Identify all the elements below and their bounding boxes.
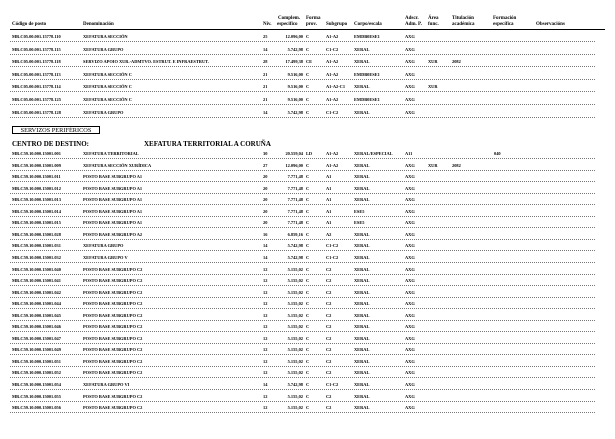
cell-code: MR.C59.10.000.15001.028 xyxy=(12,231,61,237)
cell-name: XEFATURA GRUPO xyxy=(83,46,124,52)
cell-level: 20 xyxy=(263,208,268,214)
cell-name: POSTO BASE SUBGRUPO C2 xyxy=(83,278,143,284)
cell-name: POSTO BASE SUBGRUPO C2 xyxy=(83,370,143,376)
cell-subgrupo: C2 xyxy=(326,289,332,295)
header-nivel: Nív. xyxy=(263,22,272,27)
cell-forma: C xyxy=(306,405,310,411)
cell-adscr: AXG xyxy=(405,243,415,249)
cell-forma: C xyxy=(306,335,310,341)
cell-forma: C xyxy=(306,266,310,272)
cell-forma: C xyxy=(306,370,310,376)
cell-adscr: AXG xyxy=(405,71,415,77)
cell-code: MR.C59.10.000.15001.013 xyxy=(12,197,61,203)
cell-corpo: XERAL xyxy=(354,266,370,272)
cell-adscr: AXG xyxy=(405,97,415,102)
cell-code: MR.C59.10.000.15001.051 xyxy=(12,358,61,364)
row-separator xyxy=(10,354,595,355)
cell-complem: 6.859,16 xyxy=(287,231,303,237)
cell-complem: 5.742,98 xyxy=(287,243,303,249)
cell-area: XUR xyxy=(428,162,438,168)
cell-forma: C xyxy=(306,231,310,237)
row-separator xyxy=(10,274,595,275)
row-separator xyxy=(10,54,595,55)
cell-subgrupo: A1 xyxy=(326,185,332,191)
cell-code: MR.C59.10.000.15001.014 xyxy=(12,208,61,214)
cell-adscr: AXG xyxy=(405,109,415,115)
cell-obs: 040 xyxy=(494,151,501,156)
cell-adscr: AXG xyxy=(405,197,415,203)
cell-corpo: XERAL xyxy=(354,185,370,191)
row-separator xyxy=(10,366,595,367)
cell-corpo: ESE5 xyxy=(354,220,365,226)
row-separator xyxy=(10,41,595,42)
cell-corpo: XERAL xyxy=(354,231,370,237)
cell-name: XEFATURA GRUPO VI xyxy=(83,382,130,387)
header-complem-l2: especifico xyxy=(277,22,298,27)
cell-adscr: AXG xyxy=(405,254,415,260)
cell-subgrupo: C1-C2 xyxy=(326,243,339,249)
cell-name: POSTO BASE SUBGRUPO C2 xyxy=(83,393,143,399)
cell-complem: 5.742,98 xyxy=(287,254,303,260)
cell-complem: 5.155,02 xyxy=(287,266,303,272)
header-adscr-l1: Adscr. xyxy=(405,16,419,21)
cell-code: MR.C59.10.000.15001.046 xyxy=(12,324,61,330)
cell-subgrupo: C2 xyxy=(326,358,332,364)
cell-corpo: XERAL xyxy=(354,84,370,90)
cell-corpo: XERAL xyxy=(354,335,370,341)
cell-code: MR.C05.00.001.15778.128 xyxy=(12,109,61,115)
row-separator xyxy=(10,170,595,171)
cell-subgrupo: A1-A2 xyxy=(326,71,339,77)
cell-adscr: AXG xyxy=(405,278,415,284)
cell-name: POSTO BASE SUBGRUPO A1 xyxy=(83,185,143,191)
cell-level: 14 xyxy=(263,109,268,115)
header-observaciones: Observacións xyxy=(536,22,565,27)
row-separator xyxy=(10,117,595,118)
cell-level: 20 xyxy=(263,197,268,203)
cell-complem: 12.096,00 xyxy=(285,162,303,168)
cell-code: MR.C05.00.001.15778.115 xyxy=(12,46,61,52)
cell-name: POSTO BASE SUBGRUPO C2 xyxy=(83,289,143,295)
cell-area: XUR xyxy=(428,59,438,65)
cell-code: MR.C59.10.000.15001.031 xyxy=(12,243,61,249)
row-separator xyxy=(10,91,595,92)
cell-code: MR.C05.00.001.15778.110 xyxy=(12,34,61,39)
cell-name: XEFATURA SECCIÓN XURÍDICA xyxy=(83,162,152,168)
cell-forma: C xyxy=(306,243,310,249)
row-separator xyxy=(10,412,595,413)
cell-corpo: XERAL xyxy=(354,162,370,168)
cell-adscr: AXG xyxy=(405,301,415,307)
row-separator xyxy=(10,216,595,217)
cell-code: MR.C05.00.001.15778.125 xyxy=(12,97,61,102)
cell-corpo: XERAL xyxy=(354,324,370,330)
cell-forma: C xyxy=(306,382,310,387)
cell-subgrupo: C1-C2 xyxy=(326,254,339,260)
cell-subgrupo: C2 xyxy=(326,266,332,272)
cell-level: 14 xyxy=(263,46,268,52)
header-titulacion-l1: Titulación xyxy=(452,16,474,21)
cell-corpo: XERAL xyxy=(354,405,370,411)
cell-complem: 5.155,02 xyxy=(287,405,303,411)
cell-complem: 17.499,38 xyxy=(285,59,303,65)
cell-adscr: AXG xyxy=(405,405,415,411)
cell-level: 21 xyxy=(263,71,268,77)
cell-forma: C xyxy=(306,289,310,295)
cell-level: 21 xyxy=(263,84,268,90)
cell-level: 21 xyxy=(263,97,268,102)
cell-forma: C xyxy=(306,109,310,115)
cell-level: 28 xyxy=(263,59,268,65)
cell-corpo: XERAL xyxy=(354,289,370,295)
cell-level: 12 xyxy=(263,335,268,341)
cell-forma: C xyxy=(306,185,310,191)
row-separator xyxy=(10,389,595,390)
cell-code: MR.C59.10.000.15001.042 xyxy=(12,289,61,295)
cell-level: 14 xyxy=(263,243,268,249)
cell-level: 12 xyxy=(263,289,268,295)
cell-name: POSTO BASE SUBGRUPO C2 xyxy=(83,405,143,411)
cell-corpo: EMDB0ESE1 xyxy=(354,97,380,102)
cell-name: XEFATURA GRUPO xyxy=(83,243,124,249)
cell-code: MR.C59.10.000.15001.047 xyxy=(12,335,61,341)
row-separator xyxy=(10,343,595,344)
cell-adscr: AXG xyxy=(405,370,415,376)
cell-complem: 7.771,48 xyxy=(287,208,303,214)
cell-name: XEFATURA SECCIÓN C xyxy=(83,97,132,102)
cell-forma: C xyxy=(306,97,310,102)
cell-subgrupo: C2 xyxy=(326,393,332,399)
header-adscr-l2: Adm. P. xyxy=(405,22,422,27)
row-separator xyxy=(10,377,595,378)
cell-corpo: XERAL xyxy=(354,174,370,180)
cell-level: 12 xyxy=(263,278,268,284)
cell-subgrupo: A1-A2-C1 xyxy=(326,84,346,90)
cell-forma: C xyxy=(306,324,310,330)
cell-corpo: EMDB0ESE1 xyxy=(354,71,380,77)
cell-level: 12 xyxy=(263,358,268,364)
cell-complem: 5.742,98 xyxy=(287,46,303,52)
cell-complem: 9.516,00 xyxy=(287,71,303,77)
cell-subgrupo: C2 xyxy=(326,278,332,284)
cell-corpo: ESE5 xyxy=(354,208,365,214)
cell-subgrupo: A1 xyxy=(326,220,332,226)
cell-name: POSTO BASE SUBGRUPO C2 xyxy=(83,312,143,318)
cell-area: XUR xyxy=(428,84,438,90)
cell-complem: 5.155,02 xyxy=(287,301,303,307)
cell-code: MR.C05.00.001.15778.114 xyxy=(12,84,61,90)
cell-corpo: XERAL xyxy=(354,301,370,307)
row-separator xyxy=(10,104,595,105)
row-separator xyxy=(10,285,595,286)
header-subgrupo: Subgrupo xyxy=(326,22,348,27)
cell-code: MR.C59.10.000.15001.012 xyxy=(12,185,61,191)
row-separator xyxy=(10,331,595,332)
row-separator xyxy=(10,79,595,80)
cell-complem: 5.155,02 xyxy=(287,312,303,318)
row-separator xyxy=(10,297,595,298)
cell-level: 20 xyxy=(263,220,268,226)
cell-complem: 5.155,02 xyxy=(287,324,303,330)
servizos-perifericos-button[interactable]: SERVIZOS PERIFÉRICOS xyxy=(12,126,100,134)
cell-name: XEFATURA SECCIÓN xyxy=(83,34,128,39)
cell-forma: C xyxy=(306,208,310,214)
cell-complem: 20.559,04 xyxy=(285,151,303,156)
cell-adscr: AXG xyxy=(405,185,415,191)
header-complem-l1: Complem. xyxy=(278,16,301,21)
row-separator xyxy=(10,308,595,309)
cell-complem: 5.155,02 xyxy=(287,335,303,341)
cell-adscr: AXG xyxy=(405,34,415,39)
cell-forma: LD xyxy=(306,151,313,156)
cell-level: 12 xyxy=(263,393,268,399)
cell-level: 27 xyxy=(263,162,268,168)
cell-name: XEFATURA SECCIÓN C xyxy=(83,71,132,77)
cell-name: POSTO BASE SUBGRUPO A1 xyxy=(83,208,143,214)
cell-level: 12 xyxy=(263,301,268,307)
cell-forma: C xyxy=(306,84,310,90)
cell-adscr: AXG xyxy=(405,174,415,180)
cell-subgrupo: C2 xyxy=(326,370,332,376)
cell-complem: 7.771,48 xyxy=(287,185,303,191)
cell-subgrupo: A2 xyxy=(326,231,332,237)
cell-forma: C xyxy=(306,393,310,399)
cell-code: MR.C59.10.000.15001.049 xyxy=(12,347,61,353)
cell-subgrupo: A1 xyxy=(326,208,332,214)
cell-name: XEFATURA GRUPO V xyxy=(83,254,128,260)
cell-adscr: AXG xyxy=(405,84,415,90)
cell-forma: C xyxy=(306,278,310,284)
header-area-l1: Área xyxy=(428,16,439,21)
cell-level: 25 xyxy=(263,34,268,39)
cell-level: 12 xyxy=(263,324,268,330)
cell-name: XEFATURA GRUPO xyxy=(83,109,124,115)
cell-corpo: XERAL/ESPECIAL xyxy=(354,151,393,156)
header-forma-l2: prov. xyxy=(306,22,317,27)
cell-adscr: AXG xyxy=(405,231,415,237)
cell-name: POSTO BASE SUBGRUPO C2 xyxy=(83,335,143,341)
cell-subgrupo: C2 xyxy=(326,335,332,341)
cell-forma: C xyxy=(306,34,310,39)
row-separator xyxy=(10,66,595,67)
cell-level: 16 xyxy=(263,231,268,237)
row-separator xyxy=(10,181,595,182)
cell-subgrupo: A1-A2 xyxy=(326,162,339,168)
cell-level: 12 xyxy=(263,347,268,353)
cell-code: MR.C05.00.001.15778.113 xyxy=(12,71,61,77)
cell-forma: C xyxy=(306,162,310,168)
cell-complem: 5.155,02 xyxy=(287,393,303,399)
cell-code: MR.C59.10.000.15001.054 xyxy=(12,382,61,387)
cell-adscr: AXG xyxy=(405,347,415,353)
cell-adscr: AXG xyxy=(405,335,415,341)
cell-name: POSTO BASE SUBGRUPO C2 xyxy=(83,358,143,364)
cell-subgrupo: A1 xyxy=(326,174,332,180)
cell-code: MR.C59.10.000.15001.041 xyxy=(12,278,61,284)
cell-subgrupo: C1-C2 xyxy=(326,382,339,387)
cell-corpo: XERAL xyxy=(354,109,370,115)
cell-subgrupo: C1-C2 xyxy=(326,109,339,115)
cell-code: MR.C59.10.000.15001.052 xyxy=(12,370,61,376)
cell-corpo: XERAL xyxy=(354,370,370,376)
cell-adscr: AXG xyxy=(405,208,415,214)
cell-complem: 7.771,48 xyxy=(287,197,303,203)
cell-forma: C xyxy=(306,301,310,307)
row-separator xyxy=(10,250,595,251)
cell-forma: CE xyxy=(306,59,313,65)
centro-label: CENTRO DE DESTINO: xyxy=(12,140,90,148)
cell-forma: C xyxy=(306,347,310,353)
cell-code: MR.C05.00.001.15778.118 xyxy=(12,59,61,65)
cell-subgrupo: C2 xyxy=(326,312,332,318)
cell-complem: 5.155,02 xyxy=(287,358,303,364)
cell-adscr: AXG xyxy=(405,382,415,387)
row-separator xyxy=(10,158,595,159)
header-rule xyxy=(10,29,605,30)
cell-code: MR.C59.10.000.15001.009 xyxy=(12,162,61,168)
cell-level: 12 xyxy=(263,370,268,376)
row-separator xyxy=(10,262,595,263)
cell-level: 20 xyxy=(263,174,268,180)
cell-corpo: XERAL xyxy=(354,358,370,364)
cell-complem: 9.516,00 xyxy=(287,84,303,90)
cell-forma: C xyxy=(306,358,310,364)
cell-level: 20 xyxy=(263,185,268,191)
cell-complem: 12.096,00 xyxy=(285,34,303,39)
cell-subgrupo: C1-C2 xyxy=(326,46,339,52)
cell-name: XEFATURA TERRITORIAL xyxy=(83,151,139,156)
cell-name: POSTO BASE SUBGRUPO C2 xyxy=(83,266,143,272)
cell-corpo: XERAL xyxy=(354,243,370,249)
cell-code: MR.C59.10.000.15001.032 xyxy=(12,254,61,260)
cell-complem: 5.155,02 xyxy=(287,347,303,353)
cell-subgrupo: A1-A2 xyxy=(326,34,339,39)
header-area-l2: func. xyxy=(428,22,439,27)
cell-corpo: XERAL xyxy=(354,59,370,65)
cell-forma: C xyxy=(306,312,310,318)
cell-corpo: EMDB0ESE1 xyxy=(354,34,380,39)
centro-value: XEFATURA TERRITORIAL A CORUÑA xyxy=(144,140,271,148)
header-forma-l1: Forma xyxy=(306,16,321,21)
cell-adscr: AXG xyxy=(405,266,415,272)
cell-complem: 7.771,48 xyxy=(287,220,303,226)
cell-corpo: XERAL xyxy=(354,278,370,284)
row-separator xyxy=(10,204,595,205)
cell-level: 30 xyxy=(263,151,268,156)
cell-subgrupo: C2 xyxy=(326,405,332,411)
cell-corpo: XERAL xyxy=(354,46,370,52)
cell-forma: C xyxy=(306,220,310,226)
cell-subgrupo: A1-A2 xyxy=(326,151,339,156)
header-denominacion: Denominación xyxy=(83,22,114,27)
cell-corpo: XERAL xyxy=(354,254,370,260)
cell-level: 12 xyxy=(263,312,268,318)
cell-forma: C xyxy=(306,254,310,260)
cell-corpo: XERAL xyxy=(354,382,370,387)
cell-corpo: XERAL xyxy=(354,393,370,399)
cell-level: 14 xyxy=(263,254,268,260)
cell-tit: 2082 xyxy=(452,162,461,168)
header-codigo: Código de posto xyxy=(12,22,47,27)
cell-adscr: AXG xyxy=(405,162,415,168)
cell-complem: 9.516,00 xyxy=(287,97,303,102)
cell-corpo: XERAL xyxy=(354,197,370,203)
cell-subgrupo: C2 xyxy=(326,301,332,307)
cell-name: POSTO BASE SUBGRUPO C2 xyxy=(83,301,143,307)
cell-code: MR.C59.10.000.15001.011 xyxy=(12,174,61,180)
cell-adscr: AXG xyxy=(405,358,415,364)
header-corpo: Corpo/escala xyxy=(354,22,382,27)
cell-adscr: AXG xyxy=(405,46,415,52)
row-separator xyxy=(10,227,595,228)
cell-subgrupo: C2 xyxy=(326,347,332,353)
cell-complem: 5.155,02 xyxy=(287,370,303,376)
cell-forma: C xyxy=(306,46,310,52)
cell-complem: 5.155,02 xyxy=(287,289,303,295)
row-separator xyxy=(10,239,595,240)
cell-adscr: AXG xyxy=(405,324,415,330)
cell-corpo: XERAL xyxy=(354,312,370,318)
cell-adscr: AXG xyxy=(405,59,415,65)
cell-name: POSTO BASE SUBGRUPO A2 xyxy=(83,231,143,237)
cell-level: 12 xyxy=(263,405,268,411)
cell-adscr: A11 xyxy=(405,151,413,156)
cell-code: MR.C59.10.000.15001.015 xyxy=(12,220,61,226)
cell-complem: 5.742,98 xyxy=(287,109,303,115)
header-formacion-l1: Formación xyxy=(493,16,517,21)
cell-subgrupo: A1-A2 xyxy=(326,59,339,65)
cell-adscr: AXG xyxy=(405,220,415,226)
header-titulacion-l2: académica xyxy=(452,22,475,27)
cell-subgrupo: C2 xyxy=(326,324,332,330)
cell-forma: C xyxy=(306,174,310,180)
cell-level: 14 xyxy=(263,382,268,387)
cell-subgrupo: A1-A2 xyxy=(326,97,339,102)
cell-subgrupo: A1 xyxy=(326,197,332,203)
cell-name: POSTO BASE SUBGRUPO C2 xyxy=(83,347,143,353)
cell-name: POSTO BASE SUBGRUPO A1 xyxy=(83,197,143,203)
cell-complem: 5.742,98 xyxy=(287,382,303,387)
cell-name: POSTO BASE SUBGRUPO A1 xyxy=(83,174,143,180)
cell-forma: C xyxy=(306,197,310,203)
cell-name: SERVIZO APOIO XUR.-ADMTVO. ESTRUT. E INFRAESTRUT. xyxy=(83,59,209,65)
cell-adscr: AXG xyxy=(405,312,415,318)
cell-corpo: XERAL xyxy=(354,347,370,353)
cell-forma: C xyxy=(306,71,310,77)
cell-name: POSTO BASE SUBGRUPO C2 xyxy=(83,324,143,330)
cell-name: POSTO BASE SUBGRUPO A1 xyxy=(83,220,143,226)
cell-code: MR.C59.10.000.15001.044 xyxy=(12,301,61,307)
cell-code: MR.C59.10.000.15001.045 xyxy=(12,312,61,318)
cell-level: 12 xyxy=(263,266,268,272)
cell-code: MR.C59.10.000.15001.040 xyxy=(12,266,61,272)
cell-code: MR.C59.10.000.15001.001 xyxy=(12,151,61,156)
cell-code: MR.C59.10.000.15001.056 xyxy=(12,405,61,411)
cell-code: MR.C59.10.000.15001.055 xyxy=(12,393,61,399)
header-formacion-l2: específica xyxy=(493,22,514,27)
cell-complem: 5.155,02 xyxy=(287,278,303,284)
cell-adscr: AXG xyxy=(405,289,415,295)
row-separator xyxy=(10,401,595,402)
cell-adscr: AXG xyxy=(405,393,415,399)
row-separator xyxy=(10,193,595,194)
cell-complem: 7.771,48 xyxy=(287,174,303,180)
cell-name: XEFATURA SECCIÓN C xyxy=(83,84,132,90)
cell-tit: 2082 xyxy=(452,59,461,65)
row-separator xyxy=(10,320,595,321)
